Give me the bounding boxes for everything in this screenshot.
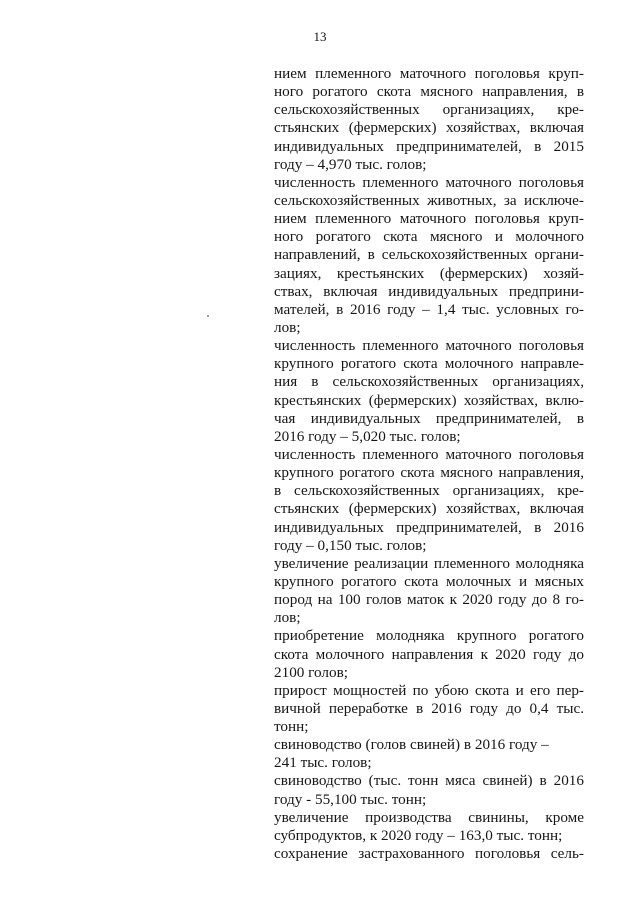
page-number: 13 xyxy=(313,29,327,44)
text-line: ного рогатого скота мясного и молочного xyxy=(274,228,584,246)
text-line: увеличение производства свинины, кроме xyxy=(274,808,584,826)
text-line: свиноводство (тыс. тонн мяса свиней) в 2016 xyxy=(274,772,584,790)
text-line: численность племенного маточного поголовья xyxy=(274,445,584,463)
text-line: скота молочного направления к 2020 году до xyxy=(274,645,584,663)
text-line: субпродуктов, к 2020 году – 163,0 тыс. тонн; xyxy=(274,826,563,844)
text-line: численность племенного маточного поголовья xyxy=(274,173,584,191)
text-line: вичной переработке в 2016 году до 0,4 тыс. xyxy=(274,699,584,717)
text-line: чая индивидуальных предпринимателей, в xyxy=(274,409,584,427)
text-line: 2100 голов; xyxy=(274,663,348,681)
text-line: направлений, в сельскохозяйственных органи- xyxy=(274,246,584,264)
text-line: сохранение застрахованного поголовья сель- xyxy=(274,845,584,863)
text-line: пород на 100 голов маток к 2020 году до 8 го- xyxy=(274,591,584,609)
text-line: увеличение реализации племенного молодняка xyxy=(274,554,584,572)
text-line: крупного рогатого скота молочного направле- xyxy=(274,355,584,373)
text-line: численность племенного маточного поголовья xyxy=(274,337,584,355)
text-line: в сельскохозяйственных организациях, кре- xyxy=(274,482,584,500)
text-line: тонн; xyxy=(274,718,309,736)
text-line: зациях, крестьянских (фермерских) хозяй- xyxy=(274,264,584,282)
text-line: 241 тыс. голов; xyxy=(274,754,372,772)
text-line: индивидуальных предпринимателей, в 2015 xyxy=(274,137,584,155)
text-line: сельскохозяйственных организациях, кре- xyxy=(274,101,584,119)
text-line: мателей, в 2016 году – 1,4 тыс. условных го- xyxy=(274,300,584,318)
text-line: ного рогатого скота мясного направления, в xyxy=(274,83,584,101)
text-line: крупного рогатого скота молочных и мясных xyxy=(274,572,584,590)
text-line: свиноводство (голов свиней) в 2016 году – xyxy=(274,736,549,754)
text-line: прирост мощностей по убою скота и его пер- xyxy=(274,681,584,699)
text-line: индивидуальных предпринимателей, в 2016 xyxy=(274,518,584,536)
text-line: сельскохозяйственных животных, за исключе- xyxy=(274,191,584,209)
body-text xyxy=(274,65,584,863)
text-line: стьянских (фермерских) хозяйствах, включая xyxy=(274,119,584,137)
text-line: стьянских (фермерских) хозяйствах, включая xyxy=(274,500,584,518)
text-line: году – 0,150 тыс. голов; xyxy=(274,536,427,554)
text-line: крупного рогатого скота мясного направления, xyxy=(274,464,584,482)
text-line: 2016 году – 5,020 тыс. голов; xyxy=(274,427,461,445)
text-line: ствах, включая индивидуальных предприни- xyxy=(274,282,584,300)
text-line: лов; xyxy=(274,318,301,336)
text-line: году - 55,100 тыс. тонн; xyxy=(274,790,427,808)
text-line: крестьянских (фермерских) хозяйствах, вклю- xyxy=(274,391,584,409)
text-line: ния в сельскохозяйственных организациях, xyxy=(274,373,584,391)
text-line: нием племенного маточного поголовья круп- xyxy=(274,210,584,228)
scan-speck xyxy=(207,315,209,317)
text-line: приобретение молодняка крупного рогатого xyxy=(274,627,584,645)
text-line: нием племенного маточного поголовья круп- xyxy=(274,65,584,82)
text-line: лов; xyxy=(274,609,301,627)
text-line: году – 4,970 тыс. голов; xyxy=(274,155,427,173)
